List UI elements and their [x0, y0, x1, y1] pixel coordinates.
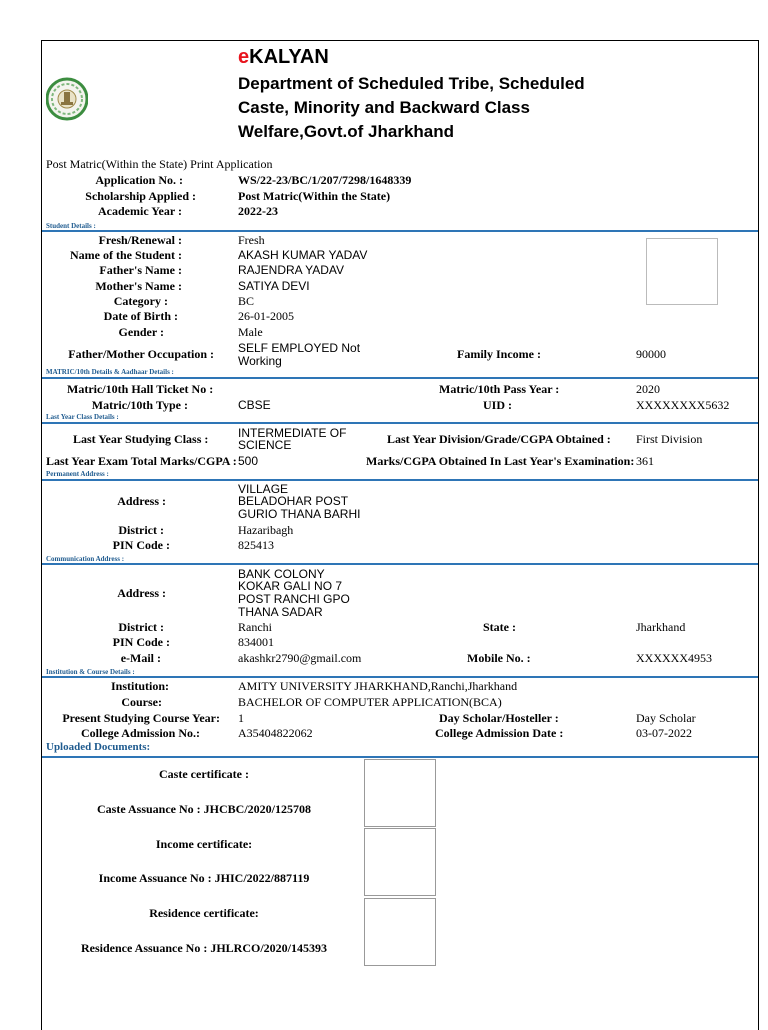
academic-year-value: 2022-23 [238, 204, 278, 218]
uid-value: XXXXXXXX5632 [636, 398, 730, 412]
perm-address-line3: GURIO THANA BARHI [238, 507, 361, 521]
rule-permanent [42, 479, 758, 481]
section-uploaded: Uploaded Documents: [46, 741, 151, 753]
section-student: Student Details : [46, 222, 96, 230]
dept-line-1: Department of Scheduled Tribe, Scheduled [238, 74, 585, 93]
app-no-value: WS/22-23/BC/1/207/7298/1648339 [238, 173, 412, 187]
fresh-label: Fresh/Renewal : [98, 233, 182, 247]
last-class-label: Last Year Studying Class : [73, 432, 209, 446]
section-matric: MATRIC/10th Details & Aadhaar Details : [46, 368, 174, 376]
caste-cert-label: Caste certificate : [159, 767, 249, 781]
email-label: e-Mail : [120, 651, 161, 665]
division-value: First Division [636, 432, 703, 446]
uid-label: UID : [483, 398, 512, 412]
category-label: Category : [113, 294, 168, 308]
pass-year-value: 2020 [636, 382, 660, 396]
family-income-label: Family Income : [457, 347, 541, 361]
comm-address-line1: BANK COLONY [238, 567, 325, 581]
comm-district-label: District : [118, 620, 164, 634]
father-label: Father's Name : [99, 263, 182, 277]
rule-communication [42, 563, 758, 565]
admission-date-label: College Admission Date : [435, 726, 564, 740]
last-class-value-line1: INTERMEDIATE OF [238, 426, 347, 440]
section-last-year: Last Year Class Details : [46, 413, 119, 421]
gender-label: Gender : [118, 325, 164, 339]
email-value: akashkr2790@gmail.com [238, 651, 362, 665]
print-title: Post Matric(Within the State) Print Application [46, 157, 273, 171]
residence-cert-image [364, 898, 436, 966]
perm-district-label: District : [118, 523, 164, 537]
student-name-value: AKASH KUMAR YADAV [238, 248, 368, 262]
course-year-value: 1 [238, 711, 244, 725]
admission-no-value: A35404822062 [238, 726, 313, 740]
rule-uploaded [42, 756, 758, 758]
brand-title [238, 46, 329, 69]
perm-pin-label: PIN Code : [112, 538, 170, 552]
day-scholar-label: Day Scholar/Hosteller : [439, 711, 559, 725]
scholarship-label: Scholarship Applied : [85, 189, 196, 203]
app-no-label: Application No. : [95, 173, 183, 187]
admission-date-value: 03-07-2022 [636, 726, 692, 740]
dept-line-2: Caste, Minority and Backward Class [238, 98, 530, 117]
mother-value: SATIYA DEVI [238, 279, 310, 293]
dob-label: Date of Birth : [103, 309, 178, 323]
comm-state-label: State : [483, 620, 516, 634]
comm-pin-value: 834001 [238, 635, 274, 649]
rule-matric [42, 377, 758, 379]
comm-address-line3: POST RANCHI GPO [238, 592, 350, 606]
family-income-value: 90000 [636, 347, 666, 361]
mobile-value: XXXXXX4953 [636, 651, 712, 665]
brand-e: e [238, 46, 250, 68]
pass-year-label: Matric/10th Pass Year : [439, 382, 560, 396]
rule-institution [42, 676, 758, 678]
comm-pin-label: PIN Code : [112, 635, 170, 649]
perm-address-line1: VILLAGE [238, 482, 289, 496]
mother-label: Mother's Name : [95, 279, 182, 293]
admission-no-label: College Admission No.: [80, 726, 200, 740]
perm-district-value: Hazaribagh [238, 523, 294, 537]
scholarship-value: Post Matric(Within the State) [238, 189, 391, 203]
hall-ticket-label: Matric/10th Hall Ticket No : [67, 382, 214, 396]
institution-value: AMITY UNIVERSITY JHARKHAND,Ranchi,Jharkhand [238, 679, 518, 693]
matric-type-label: Matric/10th Type : [91, 398, 188, 412]
institution-label: Institution: [110, 679, 169, 693]
occupation-label: Father/Mother Occupation : [68, 347, 214, 361]
mobile-label: Mobile No. : [467, 651, 531, 665]
caste-assurance-no: Caste Assuance No : JHCBC/2020/125708 [96, 802, 311, 816]
caste-cert-image [364, 759, 436, 827]
comm-address-line4: THANA SADAR [238, 605, 323, 619]
comm-address-line2: KOKAR GALI NO 7 [238, 579, 343, 593]
academic-year-label: Academic Year : [98, 204, 182, 218]
dept-line-3: Welfare,Govt.of Jharkhand [238, 122, 455, 141]
rule-student [42, 230, 758, 232]
category-value: BC [238, 294, 255, 308]
income-cert-label: Income certificate: [155, 837, 253, 851]
residence-assurance-no: Residence Assuance No : JHLRCO/2020/145393 [81, 941, 327, 955]
perm-address-line2: BELADOHAR POST [238, 494, 349, 508]
student-name-label: Name of the Student : [70, 248, 182, 262]
rule-last-year [42, 422, 758, 424]
section-permanent: Permanent Address : [46, 470, 109, 478]
day-scholar-value: Day Scholar [636, 711, 696, 725]
father-value: RAJENDRA YADAV [238, 263, 345, 277]
occupation-value-line1: SELF EMPLOYED Not [238, 341, 361, 355]
course-year-label: Present Studying Course Year: [62, 711, 220, 725]
section-communication: Communication Address : [46, 555, 125, 563]
perm-pin-value: 825413 [238, 538, 274, 552]
course-label: Course: [121, 695, 162, 709]
gender-value: Male [238, 325, 263, 339]
matric-type-value: CBSE [238, 398, 271, 412]
last-class-value-line2: SCIENCE [238, 438, 292, 452]
section-institution: Institution & Course Details : [46, 668, 135, 676]
student-photo-placeholder [646, 238, 718, 305]
comm-address-label: Address : [117, 586, 166, 600]
income-assurance-no: Income Assuance No : JHIC/2022/887119 [98, 871, 310, 885]
comm-state-value: Jharkhand [636, 620, 686, 634]
fresh-value: Fresh [238, 233, 265, 247]
course-value: BACHELOR OF COMPUTER APPLICATION(BCA) [238, 695, 502, 709]
income-cert-image [364, 828, 436, 896]
obtained-marks-value: 361 [636, 454, 654, 468]
jharkhand-emblem-logo [46, 73, 88, 125]
residence-cert-label: Residence certificate: [149, 906, 259, 920]
total-marks-label: Last Year Exam Total Marks/CGPA : [46, 454, 237, 468]
division-label: Last Year Division/Grade/CGPA Obtained : [387, 432, 611, 446]
comm-district-value: Ranchi [238, 620, 272, 634]
occupation-value-line2: Working [238, 354, 282, 368]
dob-value: 26-01-2005 [238, 309, 294, 323]
perm-address-label: Address : [117, 494, 166, 508]
brand-rest: KALYAN [249, 46, 329, 68]
obtained-marks-label: Marks/CGPA Obtained In Last Year's Examination: [366, 454, 635, 468]
total-marks-value: 500 [238, 454, 259, 468]
